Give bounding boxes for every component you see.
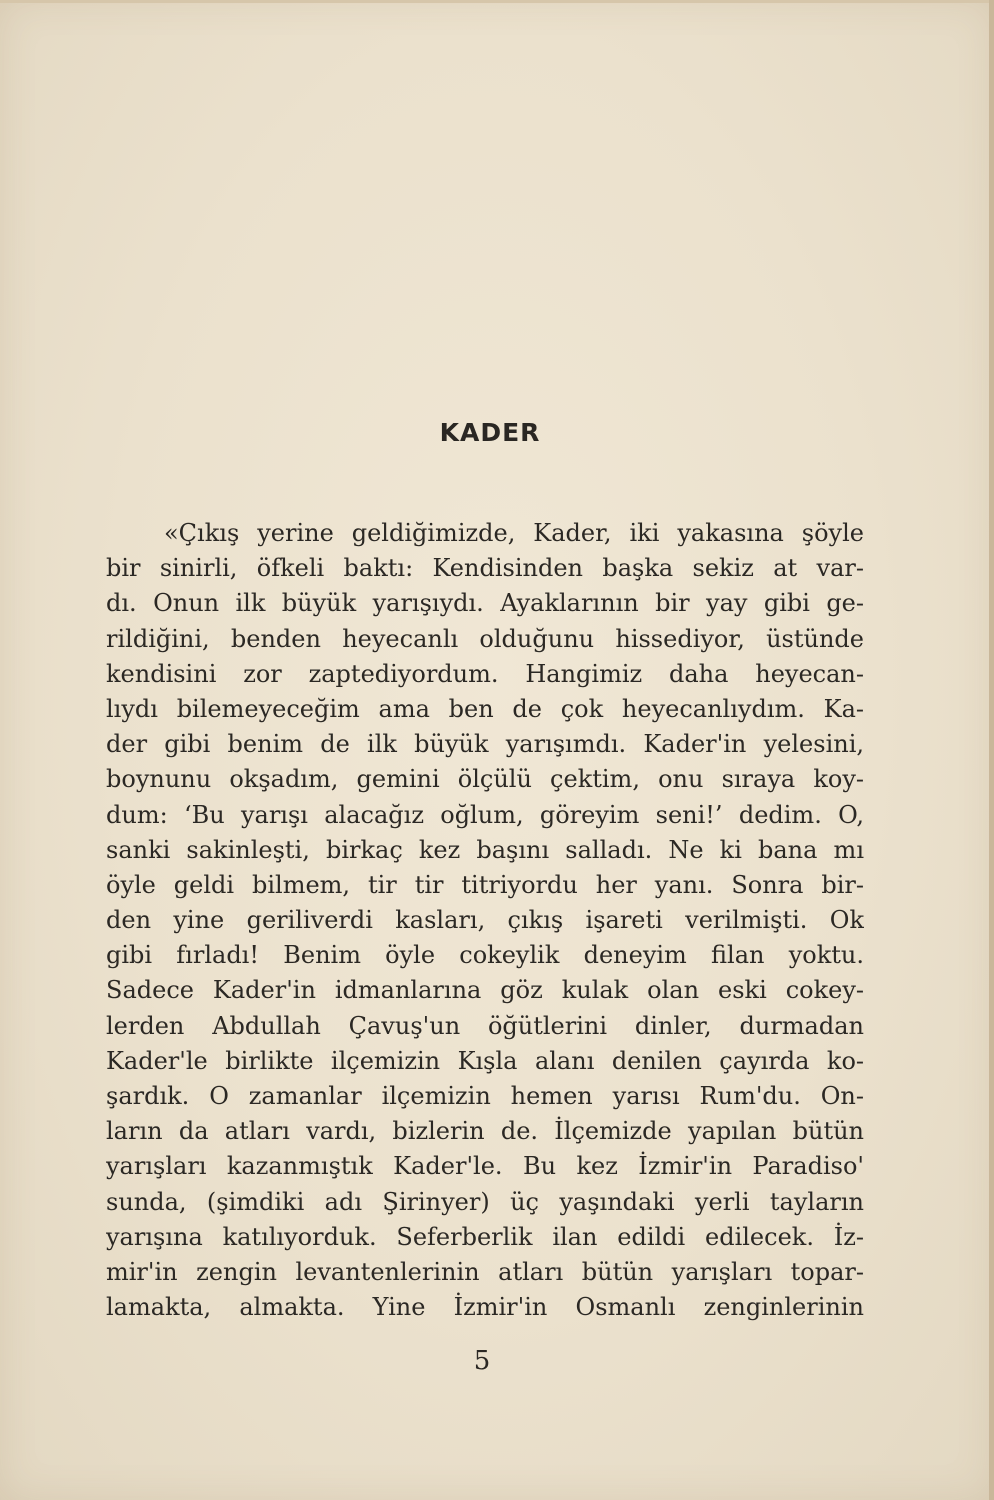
text-line: kendisini zor zaptediyordum. Hangimiz daha heyecan- xyxy=(106,659,864,688)
text-line: lerden Abdullah Çavuş'un öğütlerini dinler, durmadan xyxy=(106,1011,864,1040)
text-line: boynunu okşadım, gemini ölçülü çektim, onu sıraya koy- xyxy=(106,765,864,794)
text-line: lıydı bilemeyeceğim ama ben de çok heyecanlıydım. Ka- xyxy=(106,694,864,723)
page-top-edge xyxy=(0,0,994,3)
body-paragraph xyxy=(106,516,864,1325)
text-line: yarışına katılıyorduk. Seferberlik ilan edildi edilecek. İz- xyxy=(106,1222,864,1251)
text-line: sunda, (şimdiki adı Şirinyer) üç yaşındaki yerli tayların xyxy=(106,1187,864,1216)
text-line: lamakta, almakta. Yine İzmir'in Osmanlı zenginlerinin xyxy=(106,1293,864,1322)
text-line: rildiğini, benden heyecanlı olduğunu hissediyor, üstünde xyxy=(106,624,864,653)
chapter-title: KADER xyxy=(439,418,541,447)
text-line: ların da atları vardı, bizlerin de. İlçemizde yapılan bütün xyxy=(106,1117,864,1146)
text-line: Kader'le birlikte ilçemizin Kışla alanı denilen çayırda ko- xyxy=(106,1046,864,1075)
text-line: bir sinirli, öfkeli baktı: Kendisinden başka sekiz at var- xyxy=(106,554,864,583)
text-line: der gibi benim de ilk büyük yarışımdı. Kader'in yelesini, xyxy=(106,730,864,759)
text-line: «Çıkış yerine geldiğimizde, Kader, iki yakasına şöyle xyxy=(164,519,864,547)
text-line: Sadece Kader'in idmanlarına göz kulak olan eski cokey- xyxy=(106,976,864,1005)
text-line: sanki sakinleşti, birkaç kez başını salladı. Ne ki bana mı xyxy=(106,835,864,864)
text-line: şardık. O zamanlar ilçemizin hemen yarısı Rum'du. On- xyxy=(106,1082,864,1110)
text-line: dum: ‘Bu yarışı alacağız oğlum, göreyim seni!’ dedim. O, xyxy=(106,800,864,829)
text-line: mir'in zengin levantenlerinin atları bütün yarışları topar- xyxy=(106,1257,864,1286)
text-line: den yine geriliverdi kasları, çıkış işareti verilmişti. Ok xyxy=(106,906,864,935)
text-line: öyle geldi bilmem, tir tir titriyordu her yanı. Sonra bir- xyxy=(106,870,864,899)
text-line: yarışları kazanmıştık Kader'le. Bu kez İzmir'in Paradiso' xyxy=(106,1152,864,1181)
text-line: gibi fırladı! Benim öyle cokeylik deneyim filan yoktu. xyxy=(106,941,864,970)
page-right-edge xyxy=(989,0,994,1500)
text-line: dı. Onun ilk büyük yarışıydı. Ayaklarının bir yay gibi ge- xyxy=(106,589,864,618)
page-number: 5 xyxy=(473,1346,491,1376)
